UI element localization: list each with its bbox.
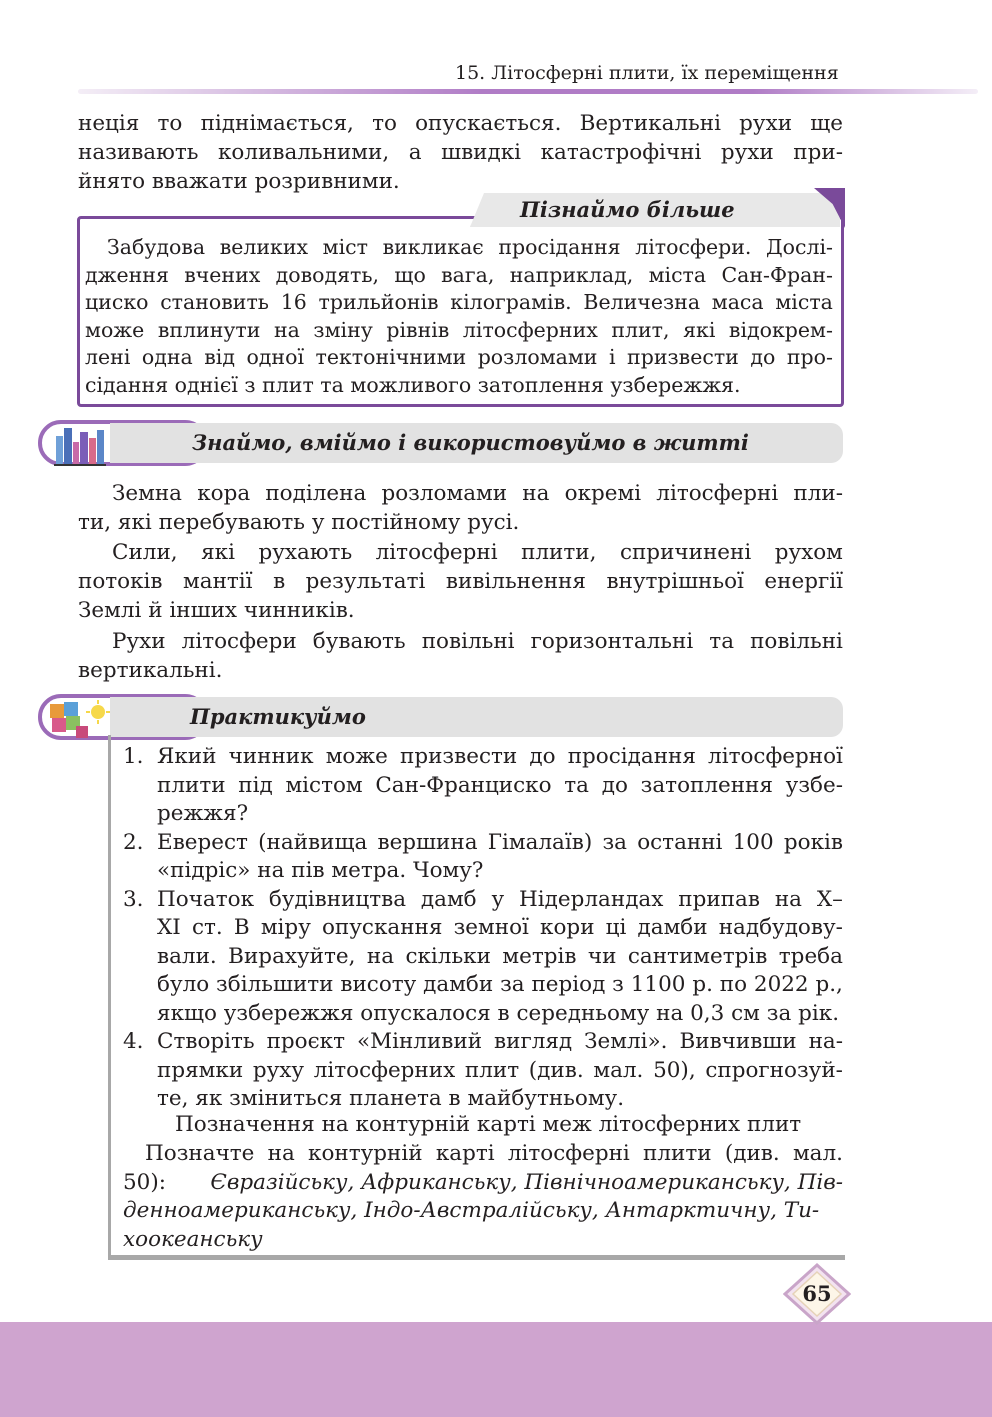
item-line: Еверест (найвища вершина Гімалаїв) за останні 100 років <box>157 829 843 855</box>
learn-more-line: циско становить 16 трильйонів кілограмів. Величезна маса міста <box>85 290 833 314</box>
know-paragraph <box>78 538 843 625</box>
practice-item <box>123 1028 843 1114</box>
item-number: 4. <box>123 1029 144 1054</box>
map-task-text <box>123 1140 843 1254</box>
intro-paragraph <box>78 109 843 196</box>
item-line: режжя? <box>157 801 249 826</box>
city-chart-icon <box>54 424 106 466</box>
learn-more-line: Забудова великих міст викликає просідання літосфери. Дослі- <box>107 235 833 259</box>
know-line: Землі й інших чинників. <box>78 598 355 623</box>
item-number: 1. <box>123 744 144 769</box>
learn-more-line: може вплинути на зміну рівнів літосферних плит, які відокрем- <box>85 317 833 342</box>
item-number: 3. <box>123 886 144 912</box>
item-line: Створіть проєкт «Мінливий вигляд Землі». Вивчивши на- <box>157 1029 843 1054</box>
item-line: прямки руху літосферних плит (див. мал. 50), спрогнозуй- <box>157 1057 843 1083</box>
map-task-line: Позначте на контурній карті літосферні плити (див. мал. <box>145 1141 843 1166</box>
footer-band <box>0 1322 992 1417</box>
know-line: вертикальні. <box>78 658 223 683</box>
intro-line: йнято вважати розривними. <box>78 169 400 194</box>
practice-section-title: Практикуймо <box>190 704 366 729</box>
learn-more-line: сідання однієї з плит та можливого затоплення узбережжя. <box>85 372 741 397</box>
header-rule <box>78 89 978 94</box>
intro-line: неція то піднімається, то опускається. Вертикальні рухи ще <box>78 111 843 136</box>
item-line: Який чинник може призвести до просідання літосферної <box>157 744 843 769</box>
item-line: те, як зміниться планета в майбутньому. <box>157 1086 625 1111</box>
item-number: 2. <box>123 829 144 855</box>
puzzle-icon <box>48 698 112 742</box>
know-section-title: Знаймо, вміймо і використовуймо в житті <box>192 430 749 455</box>
item-line: було збільшити висоту дамби за період з 1100 р. по 2022 р., <box>157 972 843 997</box>
learn-more-title: Пізнаймо більше <box>520 197 735 222</box>
know-line: потоків мантії в результаті вивільнення внутрішньої енергії <box>78 569 843 594</box>
map-task-line <box>123 1197 843 1226</box>
know-paragraph <box>78 479 843 537</box>
practice-list <box>123 743 843 1114</box>
know-line: Земна кора поділена розломами на окремі літосферні пли- <box>112 481 843 506</box>
item-line: якщо узбережжя опускалося в середньому на 0,3 см за рік. <box>157 1000 840 1026</box>
learn-more-text <box>85 234 833 399</box>
running-head: 15. Літосферні плити, їх переміщення <box>455 62 839 84</box>
plate-names: Євразійську, Африканську, Північноамериканську, Пів- <box>210 1169 843 1195</box>
page-number: 65 <box>802 1281 832 1306</box>
item-line: «підріс» на пів метра. Чому? <box>157 858 484 883</box>
intro-line: називають коливальними, а швидкі катастрофічні рухи при- <box>78 140 843 165</box>
item-line: ХІ ст. В міру опускання земної кори ці дамби надбудову- <box>157 915 843 940</box>
know-paragraph <box>78 627 843 685</box>
know-line: Рухи літосфери бувають повільні горизонтальні та повільні <box>112 629 843 654</box>
practice-item <box>123 743 843 829</box>
practice-item <box>123 829 843 886</box>
map-task-title: Позначення на контурній карті меж літосферних плит <box>175 1112 802 1137</box>
plate-names: денноамериканську, Індо-Австралійську, Антарктичну, Ти- <box>123 1198 820 1223</box>
item-line: Початок будівництва дамб у Нідерландах припав на Х– <box>157 886 843 912</box>
map-task-lead: 50): <box>123 1169 166 1195</box>
map-task-line <box>123 1169 843 1198</box>
item-line: плити під містом Сан-Франциско та до затоплення узбе- <box>157 772 843 798</box>
learn-more-line: дження вчених доводять, що вага, наприклад, міста Сан-Фран- <box>85 262 833 287</box>
item-line: вали. Вирахуйте, на скільки метрів чи сантиметрів треба <box>157 943 843 969</box>
know-line: ти, які перебувають у постійному русі. <box>78 510 520 535</box>
plate-names: хоокеанську <box>123 1226 263 1252</box>
practice-item <box>123 886 843 1029</box>
know-line: Сили, які рухають літосферні плити, спричинені рухом <box>112 540 843 565</box>
map-task-line <box>123 1226 843 1255</box>
learn-more-line: лені одна від одної тектонічними розломами і призвести до про- <box>85 345 833 369</box>
